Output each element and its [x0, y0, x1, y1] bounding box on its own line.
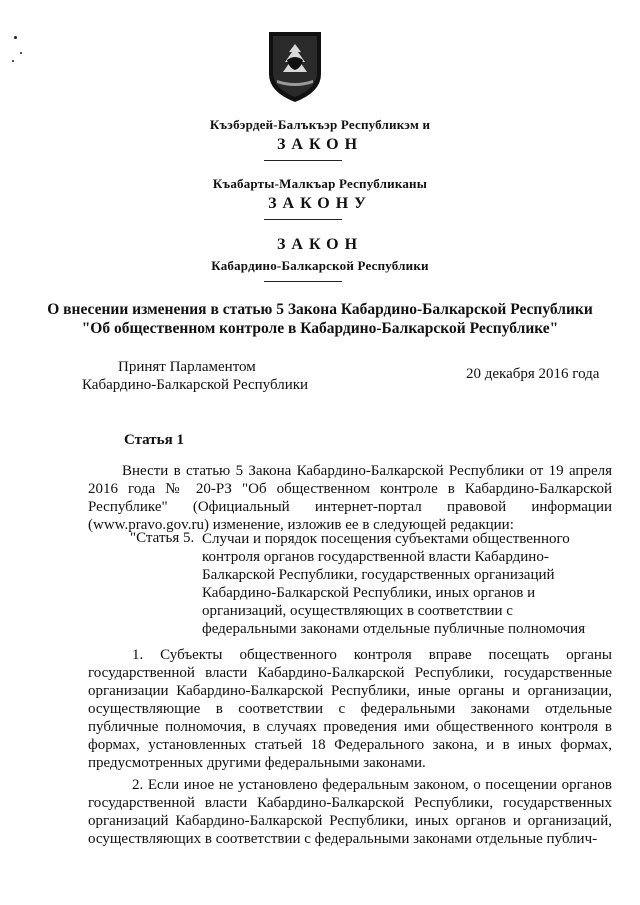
- zakon-russian: ЗАКОН: [276, 236, 364, 253]
- law-title-line1: О внесении изменения в статью 5 Закона Кабардино-Балкарской Республики: [47, 301, 593, 318]
- article5-label: "Статья 5.: [130, 530, 195, 546]
- paragraph-1: 1. Субъекты общественного контроля вправе посещать органы государственной власти Кабардино-Балкарской Республики, государственные организации Кабардино-Балкарской Республики, иные органы и организации, осуществляющие в соответствии с федеральными законами отдельные публичные полномочия, в случаях проведения ими общественного контроля в формах, установленных статьей 18 Федерального закона, и в иных формах, предусмотренных другими федеральными законами.: [88, 647, 612, 771]
- zakon-kabardian: ЗАКОН: [276, 136, 364, 153]
- divider: [264, 219, 342, 220]
- law-title-line2: "Об общественном контроле в Кабардино-Балкарской Республике": [81, 320, 559, 337]
- article5-title: Случаи и порядок посещения субъектами общественного контроля органов государственной власти Кабардино-Балкарской Республики, государственных организаций Кабардино-Балкарской Республики, иных органов и организаций, осуществляющих в соответствии с федеральными законами отдельные публичные полномочия: [202, 531, 586, 637]
- law-title: [0, 300, 640, 338]
- coat-of-arms-icon: [267, 30, 323, 104]
- speck: [12, 60, 14, 62]
- header-russian: Кабардино-Балкарской Республики: [211, 258, 429, 273]
- header-balkar: Къабарты-Малкъар Республиканы: [212, 176, 428, 191]
- article-heading: Статья 1: [124, 432, 184, 448]
- article-intro: Внести в статью 5 Закона Кабардино-Балкарской Республики от 19 апреля 2016 года № 20-РЗ "Об общественном контроле в Кабардино-Балкарской Республике" (Официальный интернет-портал правовой информации (www.pravo.gov.ru) изменение, изложив ее в следующей редакции:: [88, 463, 612, 533]
- divider: [264, 160, 342, 161]
- speck: [20, 52, 22, 54]
- accepted-date: 20 декабря 2016 года: [466, 366, 600, 382]
- accepted-line1: Принят Парламентом: [118, 359, 256, 375]
- header-kabardian: Къэбэрдей-Балъкъэр Республикэм и: [209, 117, 431, 132]
- paragraph-2: 2. Если иное не установлено федеральным законом, о посещении органов государственной власти Кабардино-Балкарской Республики, государственных организаций Кабардино-Балкарской Республики, иных органов и организаций, осуществляющих в соответствии с федеральными законами отдельные публич-: [88, 777, 612, 847]
- accepted-by: [82, 358, 308, 394]
- divider: [264, 281, 342, 282]
- speck: [14, 36, 17, 39]
- zakon-balkar: ЗАКОНУ: [268, 195, 372, 212]
- accepted-line2: Кабардино-Балкарской Республики: [82, 377, 309, 393]
